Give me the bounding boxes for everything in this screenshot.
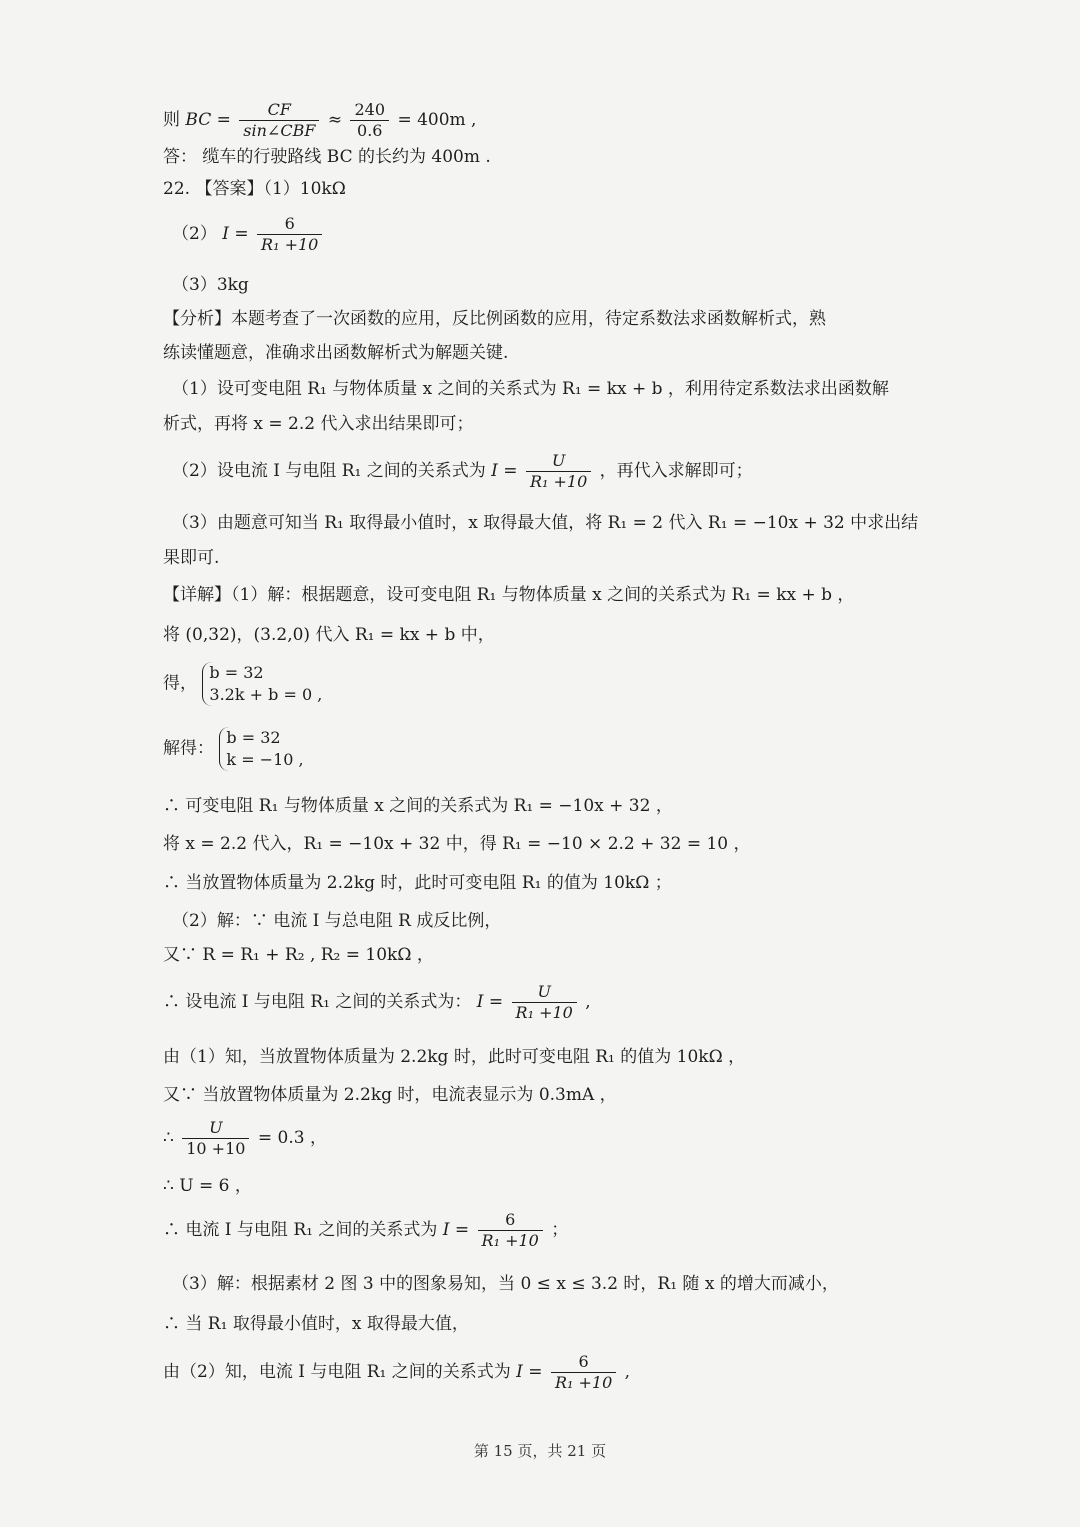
fraction [551,1352,616,1393]
text: ∴ 设电流 I 与电阻 R₁ 之间的关系式为： [163,992,472,1012]
detail-line-21: 又∵ R = R₁ + R₂ , R₂ = 10kΩ ， [163,945,434,965]
detail-line-19: ∴ 当放置物体质量为 2.2kg 时，此时可变电阻 R₁ 的值为 10kΩ ； [163,873,672,893]
equation-brace [202,662,322,706]
formula-lhs: BC = [185,110,231,130]
denominator: R₁ +10 [551,1372,616,1393]
equation: b = 32 [209,663,264,682]
text: （2） [172,224,217,244]
text: ∴ [163,1128,174,1148]
text: 得， [163,673,197,694]
detail-line-18: 将 x = 2.2 代入，R₁ = −10x + 32 中，得 R₁ = −10 × 2.2 + 32 = 10 ， [163,834,751,854]
detail-line-27 [163,1210,568,1251]
detail-line-30 [163,1352,630,1393]
fraction-cf-sin [239,100,319,141]
detail-line-24: 又∵ 当放置物体质量为 2.2kg 时，电流表显示为 0.3mA ， [163,1085,617,1105]
answer-2 [172,214,325,255]
detail-header: 【详解】（1）解：根据题意，设可变电阻 R₁ 与物体质量 x 之间的关系式为 R₁ = kx + b ， [163,585,855,605]
denominator: R₁ +10 [478,1230,543,1251]
formula-lhs: I = [516,1362,543,1382]
analysis-step-1-cont: 析式，再将 x = 2.2 代入求出结果即可； [163,414,474,434]
detail-line-23: 由（1）知，当放置物体质量为 2.2kg 时，此时可变电阻 R₁ 的值为 10kΩ ， [163,1047,746,1067]
analysis-step-3-cont: 果即可. [163,548,220,568]
text: , [624,1362,631,1382]
analysis-step-1: （1）设可变电阻 R₁ 与物体质量 x 之间的关系式为 R₁ = kx + b ，利用待定系数法求出函数解 [172,379,889,399]
fraction [478,1210,543,1251]
text: , [585,992,591,1012]
system-equations-1 [163,662,322,706]
numerator: 6 [284,214,295,233]
text: 由（2）知，电流 I 与电阻 R₁ 之间的关系式为 [163,1362,511,1382]
numerator: U [537,982,551,1001]
detail-line-28: （3）解：根据素材 2 图 3 中的图象易知，当 0 ≤ x ≤ 3.2 时，R₁ 随 x 的增大而减小， [172,1274,839,1294]
equation: k = −10 , [226,750,304,769]
text: ； [551,1220,569,1240]
formula-lhs: I = [476,992,504,1012]
analysis-line-1: 【分析】本题考查了一次函数的应用，反比例函数的应用，待定系数法求函数解析式，熟 [163,309,826,329]
system-equations-2 [163,727,304,771]
fraction [512,982,577,1023]
formula-rhs: = 400m , [397,110,477,130]
detail-line-17: ∴ 可变电阻 R₁ 与物体质量 x 之间的关系式为 R₁ = −10x + 32 ， [163,796,673,816]
detail-line-22 [163,982,591,1023]
answer-3: （3）3kg [172,275,249,295]
text: 解得： [163,738,214,759]
numerator: 240 [354,100,386,119]
detail-line-26: ∴ U = 6 ， [163,1176,252,1196]
fraction [526,451,591,492]
denominator: R₁ +10 [257,234,322,255]
numerator: U [209,1118,223,1137]
page-footer: 第 15 页，共 21 页 [473,1442,607,1460]
fraction-240-06 [350,100,389,141]
text: 则 [163,110,180,130]
denominator: 10 +10 [182,1138,249,1159]
formula-lhs: I = [491,461,518,481]
detail-line-20: （2）解：∵ 电流 I 与总电阻 R 成反比例， [172,911,502,931]
text: = 0.3 ， [257,1128,327,1148]
equation-brace [219,727,303,771]
numerator: 6 [578,1352,589,1371]
numerator: 6 [505,1210,516,1229]
numerator: CF [267,100,292,119]
detail-line-25 [163,1118,327,1159]
formula-lhs: I = [442,1220,470,1240]
detail-substitute: 将 (0,32)，(3.2,0) 代入 R₁ = kx + b 中， [163,625,495,645]
approx-sign: ≈ [327,110,343,130]
analysis-step-3: （3）由题意可知当 R₁ 取得最小值时，x 取得最大值，将 R₁ = 2 代入 R₁ = −10x + 32 中求出结 [172,513,919,533]
equation: b = 32 [226,728,281,747]
detail-line-29: ∴ 当 R₁ 取得最小值时，x 取得最大值， [163,1314,469,1334]
denominator: R₁ +10 [512,1002,577,1023]
text: ，再代入求解即可； [599,461,753,481]
analysis-line-2: 练读懂题意，准确求出函数解析式为解题关键. [163,343,509,363]
denominator: sin∠CBF [239,120,319,141]
formula-lhs: I = [222,224,249,244]
denominator: R₁ +10 [526,471,591,492]
fraction [182,1118,249,1159]
denominator: 0.6 [350,120,389,141]
text: （2）设电流 I 与电阻 R₁ 之间的关系式为 [172,461,486,481]
fraction [257,214,322,255]
equation: 3.2k + b = 0 , [209,685,323,704]
analysis-step-2 [172,451,753,492]
q22-answer-header: 22. 【答案】（1）10kΩ [163,179,346,199]
line-bc-calc [163,100,476,141]
numerator: U [551,451,566,470]
answer-line: 答： 缆车的行驶路线 BC 的长约为 400m . [163,147,491,167]
text: ∴ 电流 I 与电阻 R₁ 之间的关系式为 [163,1220,438,1240]
